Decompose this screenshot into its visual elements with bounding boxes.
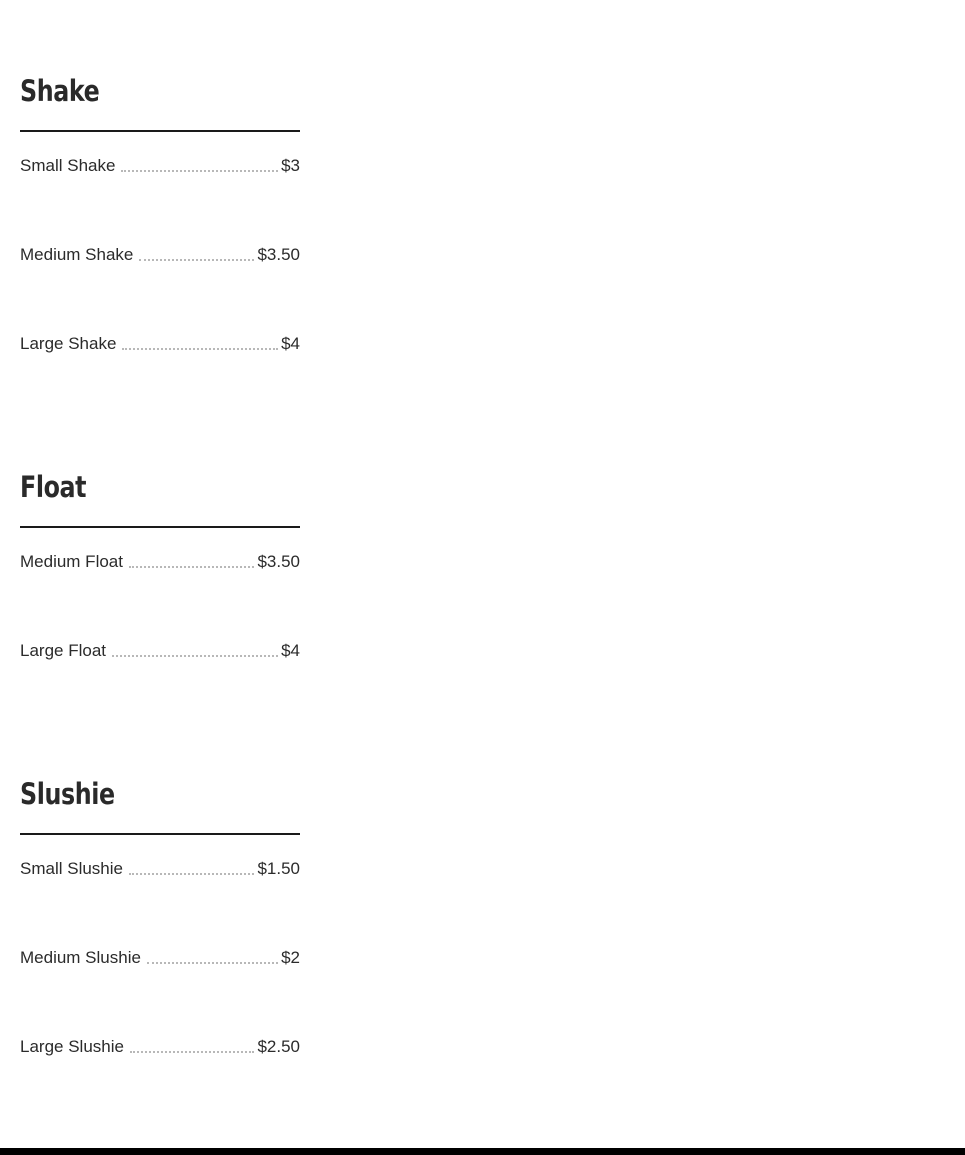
menu-item-name: Small Shake	[20, 156, 116, 175]
menu-item-price: $3.50	[257, 245, 300, 264]
menu-item-name: Medium Shake	[20, 245, 134, 264]
menu-item	[20, 550, 300, 574]
menu-item	[20, 332, 300, 356]
dot-leader	[129, 565, 254, 568]
section-divider	[20, 130, 300, 132]
dot-leader	[147, 961, 278, 964]
dot-leader	[122, 347, 278, 350]
dot-leader	[129, 872, 254, 875]
menu-item	[20, 639, 300, 663]
dot-leader	[121, 169, 278, 172]
menu-item	[20, 946, 300, 970]
footer-bar	[0, 1148, 965, 1155]
section-title: Float	[20, 470, 87, 504]
menu-item-name: Medium Float	[20, 552, 123, 571]
menu-item	[20, 857, 300, 881]
menu-item	[20, 154, 300, 178]
menu-item-price: $3.50	[257, 552, 300, 571]
section-title: Slushie	[20, 777, 115, 811]
section-divider	[20, 526, 300, 528]
menu-item-name: Large Float	[20, 641, 106, 660]
menu-item	[20, 1035, 300, 1059]
menu-item-name: Large Slushie	[20, 1037, 124, 1056]
dot-leader	[112, 654, 278, 657]
menu-item-price: $1.50	[257, 859, 300, 878]
dot-leader	[139, 258, 254, 261]
menu-item-name: Medium Slushie	[20, 948, 141, 967]
menu-item-price: $2.50	[257, 1037, 300, 1056]
dot-leader	[130, 1050, 254, 1053]
menu-item-price: $3	[281, 156, 300, 175]
menu-item-name: Large Shake	[20, 334, 117, 353]
menu-item	[20, 243, 300, 267]
menu-item-name: Small Slushie	[20, 859, 123, 878]
section-divider	[20, 833, 300, 835]
menu-item-price: $2	[281, 948, 300, 967]
section-title: Shake	[20, 74, 100, 108]
menu-item-price: $4	[281, 641, 300, 660]
menu-item-price: $4	[281, 334, 300, 353]
